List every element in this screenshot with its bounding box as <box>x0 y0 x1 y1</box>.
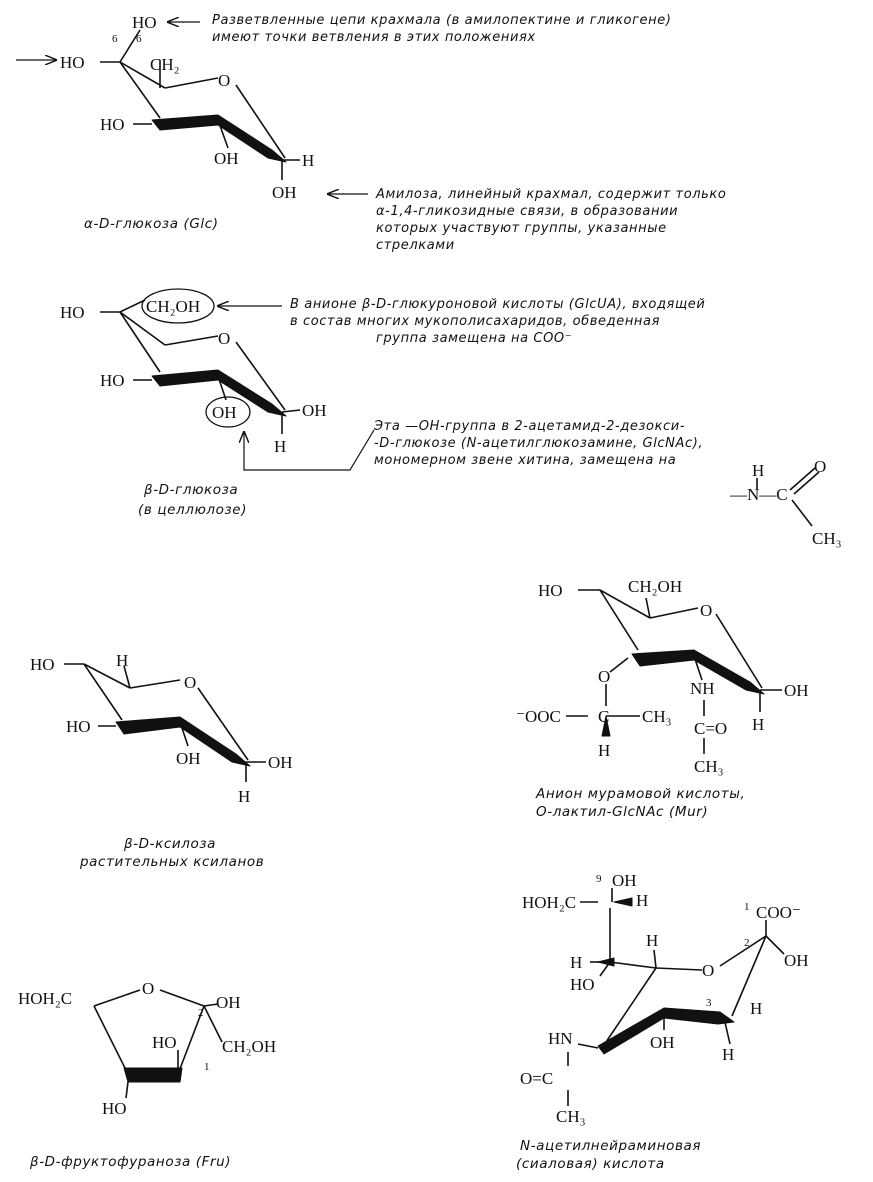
xyl-h5: H <box>116 651 129 670</box>
alpha-d-glucose-structure <box>16 13 726 253</box>
muramic-acid-structure <box>516 577 809 820</box>
mur-ch2oh: CH₂OH <box>628 577 683 596</box>
xyl-ring-o: O <box>184 673 197 692</box>
sia-oh2: OH <box>784 951 809 970</box>
fru-ring-o: O <box>142 979 155 998</box>
sia-oh4: OH <box>650 1033 675 1052</box>
mur-caption-1: Анион мурамовой кислоты, <box>536 786 746 802</box>
mur-c: C <box>598 707 610 726</box>
sia-ho7: HO <box>570 975 595 994</box>
glc-pos-a: 6 <box>112 33 118 45</box>
nac-h: H <box>752 461 765 480</box>
beta-d-fructofuranose-structure <box>18 979 276 1170</box>
mur-co: C=O <box>694 719 728 738</box>
mur-caption-2: O-лактил-GlcNAc (Mur) <box>536 804 709 820</box>
sia-wedge-8 <box>614 898 632 906</box>
sia-pos3: 3 <box>706 997 712 1009</box>
fru-ho3: HO <box>152 1033 177 1052</box>
sia-oh8: OH <box>612 871 637 890</box>
glc-note-bot-3: которых участвуют группы, указанные <box>376 221 667 236</box>
fru-pos2: 2 <box>198 1007 204 1019</box>
sia-h7: H <box>570 953 583 972</box>
glc-note-bot-4: стрелками <box>376 238 455 253</box>
arrow-note-b <box>244 430 374 470</box>
sia-h6: H <box>646 931 659 950</box>
glc-h1: H <box>302 151 315 170</box>
glc-note-bot-2: α-1,4-гликозидные связи, в образовании <box>376 204 679 219</box>
xyl-ho4: HO <box>30 655 55 674</box>
bglc-ho3: HO <box>100 371 125 390</box>
sia-ch3: CH₃ <box>556 1107 586 1126</box>
bglc-note-a-2: в состав многих мукополисахаридов, обведенная <box>290 314 661 329</box>
bglc-oh1: OH <box>302 401 327 420</box>
xyl-caption-1: β-D-ксилоза <box>124 836 217 852</box>
glc-pos-b: 6 <box>136 33 142 45</box>
beta-d-glucose-structure <box>60 289 842 548</box>
sia-h3b: H <box>722 1045 735 1064</box>
bglc-ring-o: O <box>218 329 231 348</box>
glc-ho4: HO <box>60 53 85 72</box>
xyl-caption-2: растительных ксиланов <box>80 854 265 870</box>
fru-ch2oh: CH₂OH <box>222 1037 277 1056</box>
nac-o: O <box>814 457 827 476</box>
bglc-note-b-1: Эта —OH-группа в 2-ацетамид-2-дезокси- <box>374 419 686 434</box>
bglc-caption-2: (в целлюлозе) <box>138 502 248 518</box>
fru-bold-edge <box>124 1068 182 1082</box>
glc-note-bot-1: Амилоза, линейный крахмал, содержит только <box>376 187 727 202</box>
sia-hn: HN <box>548 1029 573 1048</box>
mur-nh: NH <box>690 679 715 698</box>
glc-oh1: OH <box>272 183 297 202</box>
sia-pos2: 2 <box>744 937 750 949</box>
fru-hoh2c: HOH₂C <box>18 989 73 1008</box>
bglc-oh2: OH <box>212 403 237 422</box>
fru-caption: β-D-фруктофураноза (Fru) <box>30 1154 232 1170</box>
fru-ho4: HO <box>102 1099 127 1118</box>
xyl-ho3: HO <box>66 717 91 736</box>
glc-ho6: HO <box>132 13 157 32</box>
glc-ch2: CH₂ <box>150 55 180 74</box>
mur-ch3b: CH₃ <box>694 757 724 776</box>
sia-co: O=C <box>520 1069 554 1088</box>
mur-o3: O <box>598 667 611 686</box>
sia-pos1: 1 <box>744 901 750 913</box>
mur-h1: H <box>752 715 765 734</box>
glc-note-top-2: имеют точки ветвления в этих положениях <box>212 30 536 45</box>
glc-ring-o: O <box>218 71 231 90</box>
fru-oh2: OH <box>216 993 241 1012</box>
bglc-note-b-2: -D-глюкозе (N-ацетилглюкозамине, GlcNAc), <box>374 436 704 451</box>
sia-caption-1: N-ацетилнейраминовая <box>520 1138 702 1154</box>
sia-caption-2: (сиаловая) кислота <box>516 1156 665 1172</box>
mur-coo: ⁻OOC <box>516 707 561 726</box>
nac-ch3: CH₃ <box>812 529 842 548</box>
mur-ring-o: O <box>700 601 713 620</box>
sialic-acid-structure <box>516 871 809 1172</box>
sia-pos9: 9 <box>596 873 602 885</box>
mur-ch3a: CH₃ <box>642 707 672 726</box>
sia-ring-o: O <box>702 961 715 980</box>
xyl-h1: H <box>238 787 251 806</box>
bglc-note-a-3: группа замещена на COO⁻ <box>376 331 573 346</box>
sia-h8: H <box>636 891 649 910</box>
glc-oh2: OH <box>214 149 239 168</box>
fru-pos1: 1 <box>204 1061 210 1073</box>
bglc-note-b-3: мономерном звене хитина, замещена на <box>374 453 677 468</box>
mur-h: H <box>598 741 611 760</box>
glc-caption: α-D-глюкоза (Glc) <box>84 216 219 232</box>
bglc-caption-1: β-D-глюкоза <box>144 482 239 498</box>
mur-oh1: OH <box>784 681 809 700</box>
sia-coo: COO⁻ <box>756 903 801 922</box>
bglc-ho4: HO <box>60 303 85 322</box>
sia-hoh2c: HOH₂C <box>522 893 577 912</box>
nac-n: —N—C <box>730 485 788 504</box>
bglc-h1: H <box>274 437 287 456</box>
sia-h3a: H <box>750 999 763 1018</box>
xyl-oh1: OH <box>268 753 293 772</box>
beta-d-xylose-structure <box>30 651 293 870</box>
mur-ho4: HO <box>538 581 563 600</box>
xyl-oh2: OH <box>176 749 201 768</box>
glc-note-top-1: Разветвленные цепи крахмала (в амилопектине и гликогене) <box>212 13 672 28</box>
glc-ho3: HO <box>100 115 125 134</box>
bglc-note-a-1: В анионе β-D-глюкуроновой кислоты (GlcUA), входящей <box>290 297 706 312</box>
bglc-ch2oh: CH₂OH <box>146 297 201 316</box>
